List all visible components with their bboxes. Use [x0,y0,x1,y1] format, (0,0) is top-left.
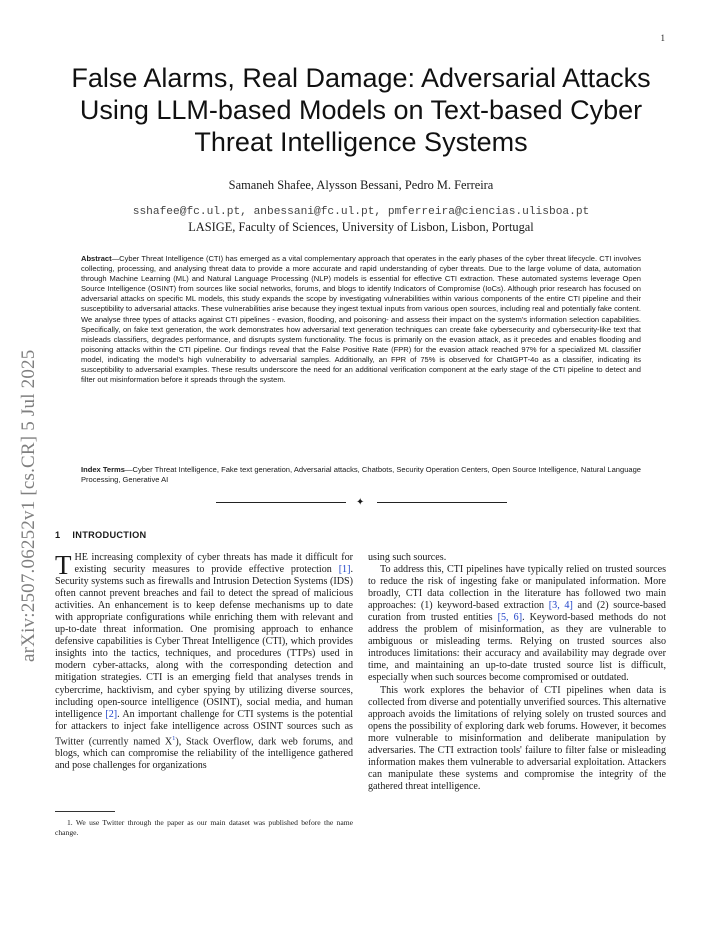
affiliation: LASIGE, Faculty of Sciences, University of Lisbon, Lisbon, Portugal [188,220,534,234]
section-heading [55,530,146,540]
author-list: Samaneh Shafee, Alysson Bessani, Pedro M. Ferreira [228,178,494,192]
text-run: . An important challenge for CTI systems is the potential for attackers to inject fake intelligence across OSINT sources such as Twitter (currently named X [55,708,353,748]
index-terms-text: —Cyber Threat Intelligence, Fake text generation, Adversarial attacks, Chatbots, Security Operation Centers, Open Source Intelligence, Natural Language Processing, Generative AI [81,465,641,485]
citation-link[interactable]: [5, 6] [497,612,523,624]
text-run: increasing complexity of cyber threats has made it difficult for existing security measures to provide effective protection [74,552,353,576]
left-column [55,552,353,772]
text-run: . Security systems such as firewalls and Intrusion Detection Systems (IDS) often cannot prevent breaches and fail to detect the spread of malicious activities. An enhancement is to keep defense mechanisms up to date with appropriate configurations while enriching them with relevant and up-to-date threat information. One promising approach to enhance defensive capabilities is Cyber Threat Intelligence (CTI), which provides insights into the tactics, techniques, and procedures (TTPs) used in modern cyber-attacks, along with the corresponding detection and mitigation strategies. CTI is an emerging field that analyses trends in cybercrime, hacktivism, and cyber spying by utilizing diverse sources, including open-source intelligence (OSINT), social media, and human intelligence [55,564,353,720]
lead-in: HE [74,552,88,563]
intro-paragraph-1 [55,552,353,772]
arxiv-stamp: arXiv:2507.06252v1 [cs.CR] 5 Jul 2025 [18,349,39,662]
divider-line-left [216,502,346,503]
section-number: 1 [55,530,61,540]
paper-title: False Alarms, Real Damage: Adversarial Attacks Using LLM-based Models on Text-based Cyber Threat Intelligence Systems [71,63,651,157]
abstract-text: —Cyber Threat Intelligence (CTI) has emerged as a vital complementary approach that operates in the early phases of the cyber threat lifecycle. CTI involves collecting, processing, and analysing threat data to provide a more accurate and rapid understanding of cyber threats. Due to the large volume of data, automation through Machine Learning (ML) and Natural Language Processing (NLP) models is essential for effective CTI extraction. These automated systems leverage Open Source Intelligence (OSINT) from sources like social networks, forums, and blogs to identify Indicators of Compromise (IoCs). Although prior research has focused on adversarial attacks on specific ML models, this study expands the scope by investigating vulnerabilities within various components of the entire CTI pipeline and their susceptibility to adversarial attacks. These vulnerabilities arise because they ingest textual inputs from various open sources, including real and potentially fake content. We analyse three types of attacks against CTI pipelines - evasion, flooding, and poisoning- and assess their impact on the system's information selection capabilities. Specifically, on fake text generation, the work demonstrates how adversarial text generation techniques can create fake cybersecurity and cybersecurity-like text that misleads classifiers, degrades performance, and disrupts system functionality. The focus is primarily on the evasion attack, as it precedes and enables flooding and poisoning attacks within the CTI pipeline. Our findings reveal that the False Positive Rate (FPR) for the evasion attack reached 97% for a specialized ML classifier model, indicating the model's high vulnerability to adversarial samples. Additionally, an FPR of 75% is observed for ChatGPT-4o as a classifier, indicating its susceptibility to adversarial examples. These results underscore the need for an additional verification component at the early stage of the CTI pipeline to detect and filter out misinformation before it spreads through the system. [81,254,641,385]
citation-link[interactable]: [3, 4] [548,600,573,612]
citation-link[interactable]: [1] [338,564,351,576]
citation-link[interactable]: [2] [105,708,118,720]
right-column [368,552,666,793]
index-terms [81,465,641,485]
text-run: To address this, CTI pipelines have typically relied on trusted sources to reduce the risk of ingesting fake or manipulated information. More broadly, CTI data collection in the literature has followed two main approaches: (1) keyword-based extraction [368,564,666,612]
footnote-marker[interactable]: 1 [172,734,176,742]
footnote-text: 1. We use Twitter through the paper as our main dataset was published before the name change. [55,818,353,837]
section-title: INTRODUCTION [72,530,147,540]
text-run: ), Stack Overflow, dark web forums, and blogs, which can compromise the reliability of the intelligence gathered and pose challenges for organizations [55,736,353,772]
abstract [81,254,641,385]
footnote-rule [55,811,115,812]
section-divider [216,498,507,508]
intro-paragraph-1-end: using such sources. [368,552,447,563]
page-number: 1 [660,33,665,43]
author-emails: sshafee@fc.ul.pt, anbessani@fc.ul.pt, pmferreira@ciencias.ulisboa.pt [132,206,590,218]
intro-paragraph-3: This work explores the behavior of CTI pipelines when data is collected from diverse and potentially unverified sources. This alternative approach avoids the limitations of relying solely on trusted sources and opens the possibility of exploring dark web forums. However, it becomes more vulnerable to misinformation and deliberate manipulation by adversaries. The CTI extraction tools' failure to filter false or misleading information makes them vulnerable to adversarial exploitation. Attackers can manipulate these systems and compromise the integrity of the gathered threat intelligence. [368,684,666,792]
divider-line-right [377,502,507,503]
index-terms-label: Index Terms [81,465,125,474]
text-run: and (2) source-based curation from trusted entities [368,600,666,624]
divider-diamond-icon: ✦ [356,497,365,508]
text-run: . Keyword-based methods do not address the problem of misinformation, as they are vulnerable to ambiguous or misleading terms. Relying on trusted sources also introduces limitations: their accuracy and availability may degrade over time, and maintaining an up-to-date trusted source list is difficult, especially when such sources become compromised or outdated. [368,612,666,684]
abstract-label: Abstract [81,254,112,263]
intro-paragraph-2 [368,564,666,684]
footnote [55,818,353,837]
dropcap: T [55,550,72,580]
